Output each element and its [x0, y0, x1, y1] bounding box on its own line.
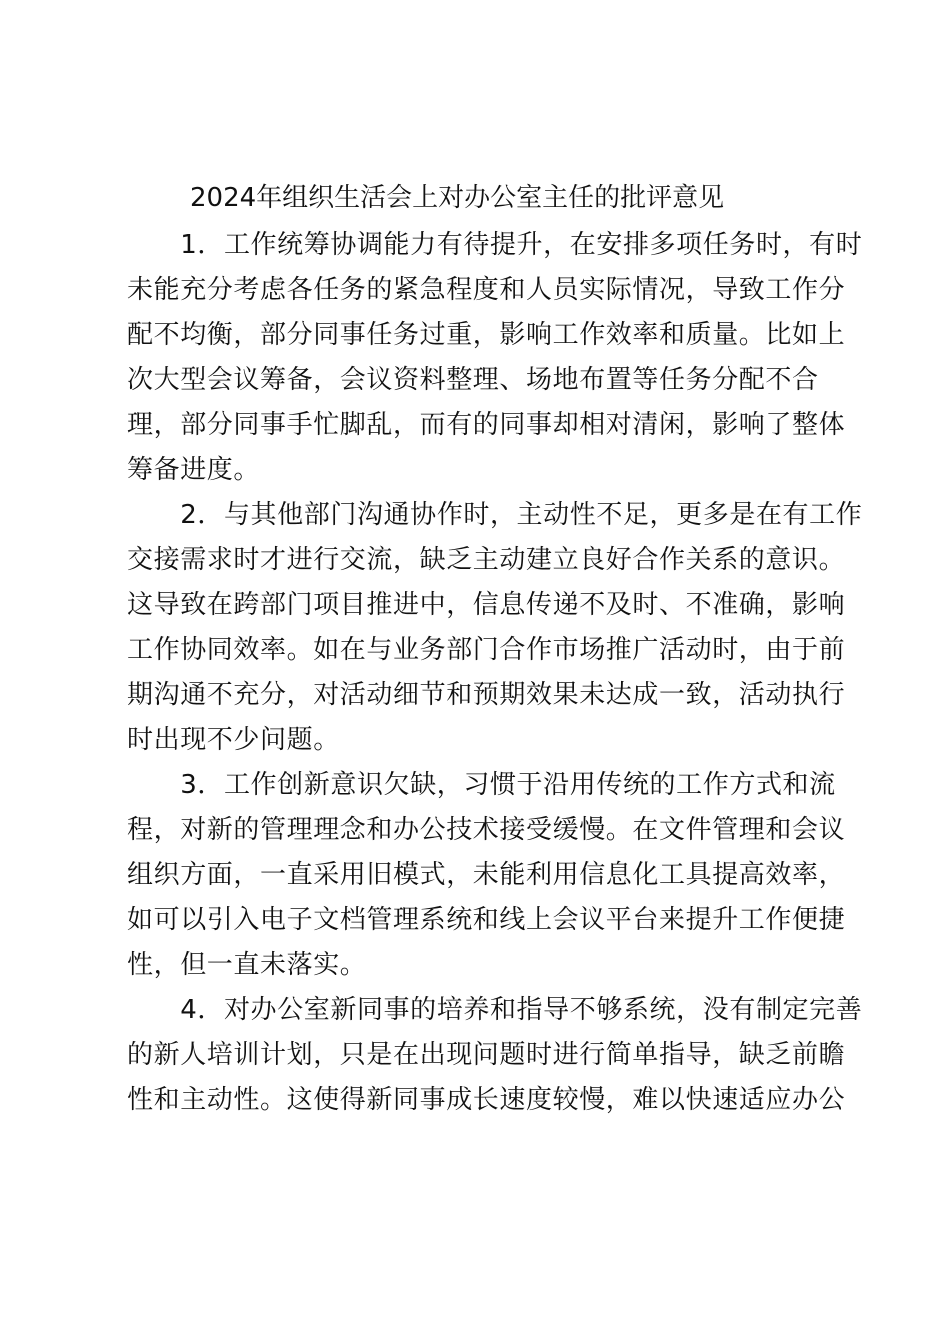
body-line: 如可以引入电子文档管理系统和线上会议平台来提升工作便捷: [127, 905, 846, 935]
document-title: 2024年组织生活会上对办公室主任的批评意见: [190, 183, 725, 213]
body-line: 2．与其他部门沟通协作时，主动性不足，更多是在有工作: [127, 500, 863, 530]
body-line: 交接需求时才进行交流，缺乏主动建立良好合作关系的意识。: [127, 545, 846, 575]
body-line: 时出现不少问题。: [127, 725, 340, 755]
body-line: 期沟通不充分，对活动细节和预期效果未达成一致，活动执行: [127, 680, 846, 710]
body-line: 性和主动性。这使得新同事成长速度较慢，难以快速适应办公: [127, 1085, 846, 1115]
body-line: 组织方面，一直采用旧模式，未能利用信息化工具提高效率，: [127, 860, 846, 890]
body-line: 未能充分考虑各任务的紧急程度和人员实际情况，导致工作分: [127, 275, 846, 305]
body-line: 理，部分同事手忙脚乱，而有的同事却相对清闲，影响了整体: [127, 410, 846, 440]
body-line: 次大型会议筹备，会议资料整理、场地布置等任务分配不合: [127, 365, 819, 395]
body-line: 性，但一直未落实。: [127, 950, 367, 980]
body-line: 4．对办公室新同事的培养和指导不够系统，没有制定完善: [127, 995, 863, 1025]
body-line: 的新人培训计划，只是在出现问题时进行简单指导，缺乏前瞻: [127, 1040, 846, 1070]
body-line: 这导致在跨部门项目推进中，信息传递不及时、不准确，影响: [127, 590, 846, 620]
body-line: 程，对新的管理理念和办公技术接受缓慢。在文件管理和会议: [127, 815, 846, 845]
body-line: 配不均衡，部分同事任务过重，影响工作效率和质量。比如上: [127, 320, 846, 350]
body-line: 筹备进度。: [127, 455, 261, 485]
body-line: 工作协同效率。如在与业务部门合作市场推广活动时，由于前: [127, 635, 846, 665]
body-line: 3．工作创新意识欠缺，习惯于沿用传统的工作方式和流: [127, 770, 836, 800]
body-line: 1．工作统筹协调能力有待提升，在安排多项任务时，有时: [127, 230, 863, 260]
